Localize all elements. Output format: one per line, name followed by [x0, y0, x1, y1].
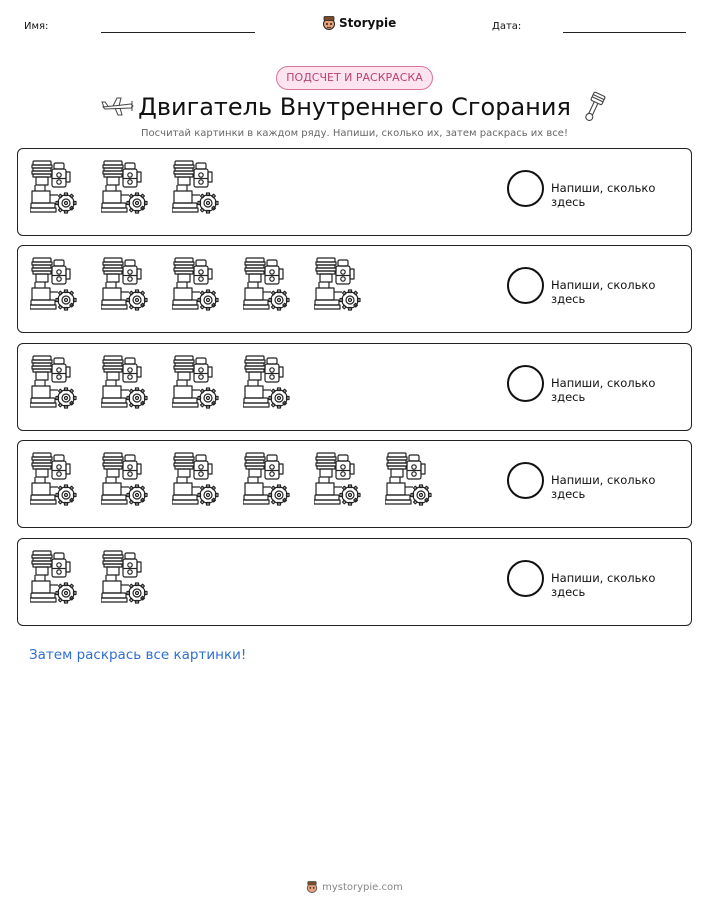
engine-icon[interactable] — [172, 354, 222, 412]
engine-icon[interactable] — [243, 256, 293, 314]
name-field[interactable] — [101, 32, 255, 33]
engine-icon[interactable] — [101, 451, 151, 509]
header — [0, 18, 709, 38]
engine-icon[interactable] — [314, 256, 364, 314]
answer-circle[interactable] — [507, 560, 544, 597]
answer-label: Напиши, сколько здесь — [551, 571, 656, 599]
site-url[interactable]: mystorypie.com — [322, 881, 403, 893]
engine-icon[interactable] — [30, 159, 80, 217]
answer-label: Напиши, сколько здесь — [551, 473, 656, 501]
counting-row — [17, 440, 692, 528]
answer-label: Напиши, сколько здесь — [551, 278, 656, 306]
answer-label: Напиши, сколько здесь — [551, 376, 656, 404]
answer-circle[interactable] — [507, 170, 544, 207]
site-footer — [0, 880, 709, 894]
answer-circle[interactable] — [507, 267, 544, 304]
engine-icon[interactable] — [30, 451, 80, 509]
engine-icon[interactable] — [101, 354, 151, 412]
engine-icon[interactable] — [30, 549, 80, 607]
engine-icon[interactable] — [30, 354, 80, 412]
counting-row — [17, 538, 692, 626]
category-badge: ПОДСЧЕТ И РАСКРАСКА — [276, 66, 433, 90]
engine-icon[interactable] — [172, 451, 222, 509]
page-title: Двигатель Внутреннего Сгорания — [138, 93, 571, 121]
engine-icon[interactable] — [101, 549, 151, 607]
storypie-mascot-icon — [306, 880, 318, 894]
brand-name: Storypie — [339, 16, 397, 30]
engine-icon[interactable] — [314, 451, 364, 509]
engine-icon[interactable] — [172, 159, 222, 217]
engine-icon[interactable] — [101, 256, 151, 314]
date-label: Дата: — [492, 21, 522, 32]
answer-circle[interactable] — [507, 462, 544, 499]
engine-icon[interactable] — [385, 451, 435, 509]
engine-icon[interactable] — [243, 451, 293, 509]
counting-row — [17, 148, 692, 236]
brand-logo — [322, 15, 396, 31]
engine-icon[interactable] — [101, 159, 151, 217]
answer-circle[interactable] — [507, 365, 544, 402]
engine-icon[interactable] — [243, 354, 293, 412]
counting-row — [17, 343, 692, 431]
counting-row — [17, 245, 692, 333]
engine-icon[interactable] — [172, 256, 222, 314]
footer-note: Затем раскрась все картинки! — [29, 647, 247, 663]
instructions: Посчитай картинки в каждом ряду. Напиши, сколько их, затем раскрась их все! — [141, 128, 568, 139]
storypie-mascot-icon — [322, 15, 336, 31]
answer-label: Напиши, сколько здесь — [551, 181, 656, 209]
engine-icon[interactable] — [30, 256, 80, 314]
piston-icon — [580, 91, 608, 123]
name-label: Имя: — [24, 21, 49, 32]
date-field[interactable] — [563, 32, 686, 33]
